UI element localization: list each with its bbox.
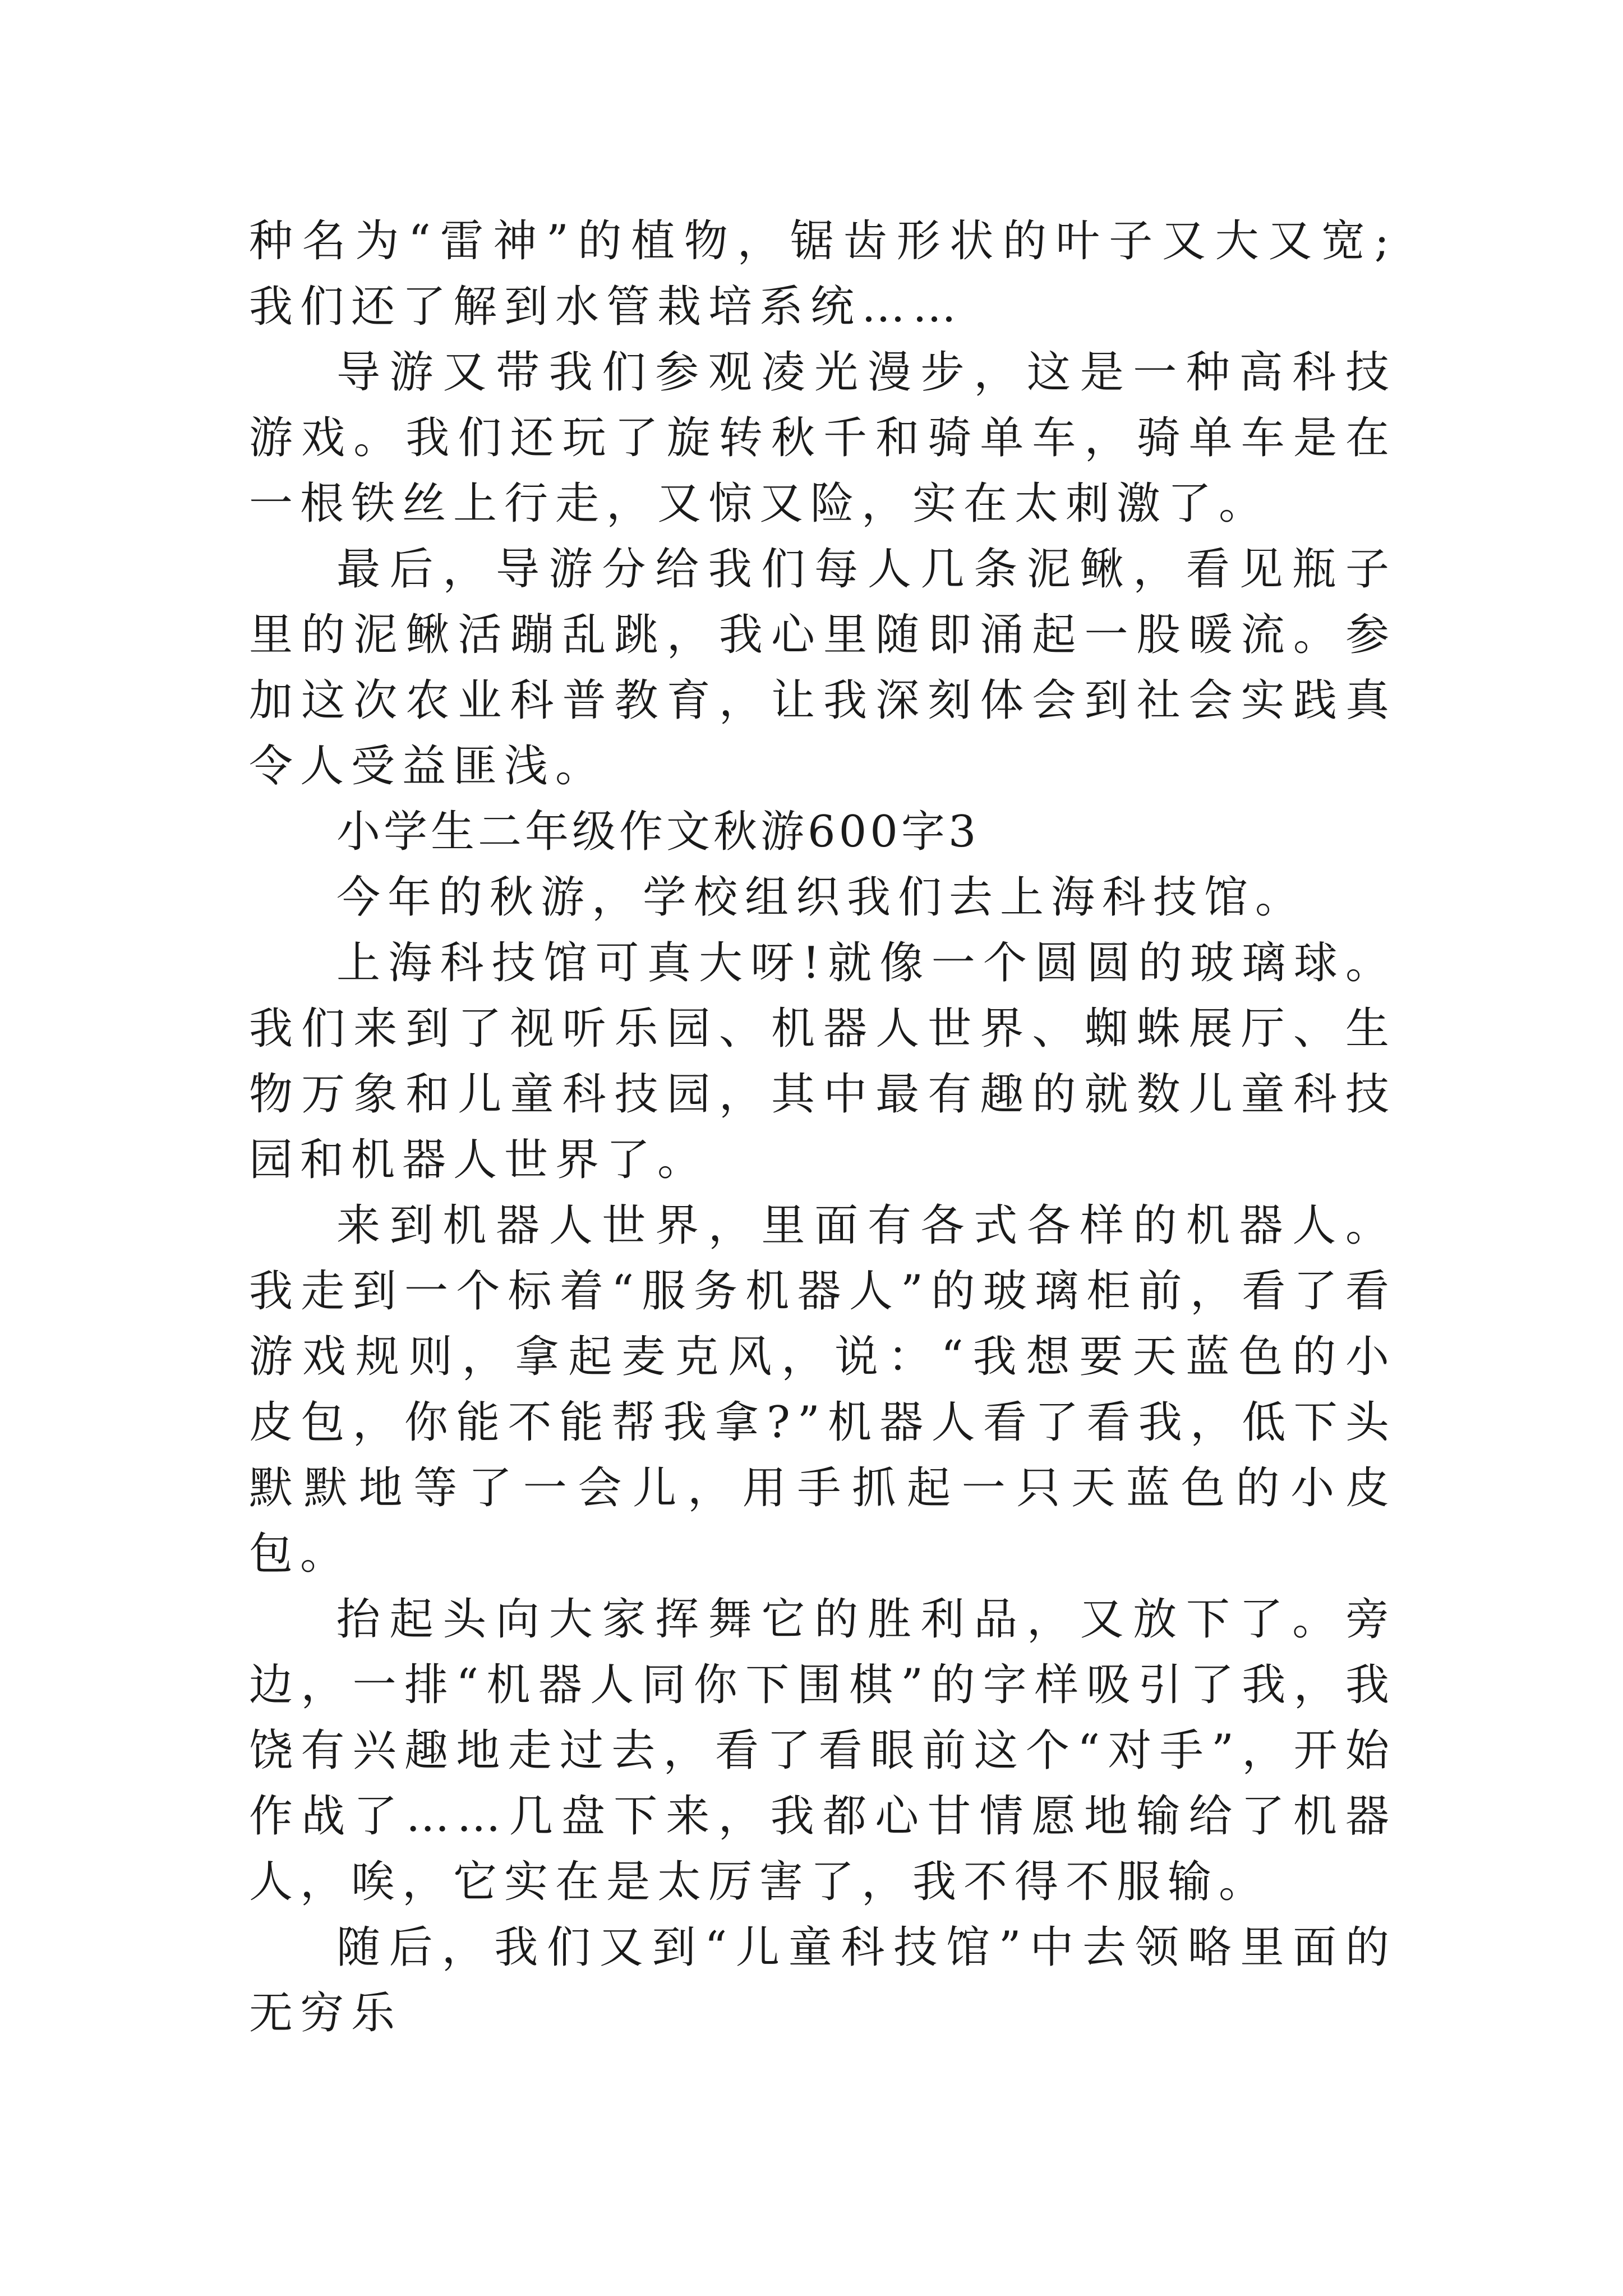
paragraph-8: 抬起头向大家挥舞它的胜利品，又放下了。旁边，一排“机器人同你下围棋”的字样吸引了我，我饶有兴趣地走过去，看了看眼前这个“对手”，开始作战了……几盘下来，我都心甘情愿地输给了机器人，唉，它实在是太厉害了，我不得不服输。 bbox=[249, 1594, 1396, 1907]
paragraph-1: 种名为“雷神”的植物，锯齿形状的叶子又大又宽;我们还了解到水管栽培系统…… bbox=[249, 216, 1396, 332]
paragraph-3: 最后，导游分给我们每人几条泥鳅，看见瓶子里的泥鳅活蹦乱跳，我心里随即涌起一股暖流。参加这次农业科普教育，让我深刻体会到社会实践真令人受益匪浅。 bbox=[249, 544, 1396, 792]
section-heading: 小学生二年级作文秋游600字3 bbox=[336, 807, 980, 857]
document-body bbox=[249, 209, 1396, 2046]
paragraph-9: 随后，我们又到“儿童科技馆”中去领略里面的无穷乐 bbox=[249, 1922, 1396, 2039]
paragraph-5: 今年的秋游，学校组织我们去上海科技馆。 bbox=[336, 872, 1307, 923]
paragraph-2: 导游又带我们参观凌光漫步，这是一种高科技游戏。我们还玩了旋转秋千和骑单车，骑单车是在一根铁丝上行走，又惊又险，实在太刺激了。 bbox=[249, 347, 1396, 529]
paragraph-7: 来到机器人世界，里面有各式各样的机器人。我走到一个标着“服务机器人”的玻璃柜前，看了看游戏规则，拿起麦克风，说：“我想要天蓝色的小皮包，你能不能帮我拿?”机器人看了看我，低下头默默地等了一会儿，用手抓起一只天蓝色的小皮包。 bbox=[249, 1200, 1396, 1579]
paragraph-6: 上海科技馆可真大呀!就像一个圆圆的玻璃球。我们来到了视听乐园、机器人世界、蜘蛛展厅、生物万象和儿童科技园，其中最有趣的就数儿童科技园和机器人世界了。 bbox=[249, 938, 1396, 1185]
